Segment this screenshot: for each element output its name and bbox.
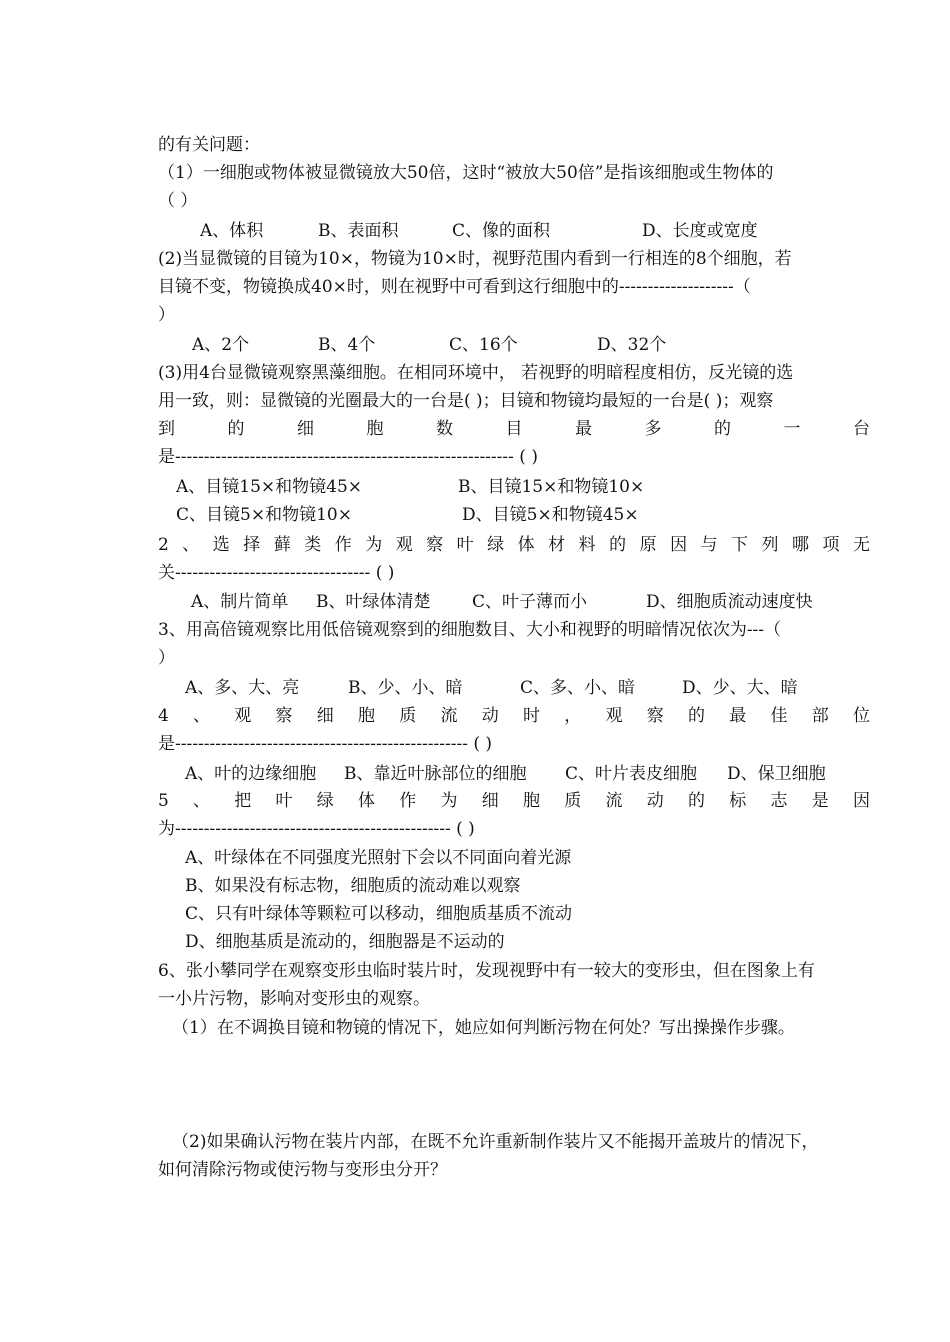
q1-sub1-option-d: D、长度或宽度	[642, 221, 758, 241]
intro-text: 的有关问题：	[158, 135, 260, 155]
q1-sub3-option-d: D、目镜5×和物镜45×	[462, 505, 639, 525]
q4-option-b: B、靠近叶脉部位的细胞	[344, 764, 527, 784]
q1-sub3-option-a: A、目镜15×和物镜45×	[176, 477, 363, 497]
q4-line2: 是--------------------------------------------------- ( )	[158, 734, 493, 754]
q4-option-d: D、保卫细胞	[727, 764, 826, 784]
q1-sub1-paren: （ ）	[158, 191, 198, 211]
q1-sub2-option-d: D、32个	[597, 335, 667, 355]
q1-sub3-line4: 是----------------------------------------------------------- ( )	[158, 447, 538, 467]
q1-sub3-line2: 用一致，则：显微镜的光圈最大的一台是( )；目镜和物镜均最短的一台是( )；观察	[158, 391, 774, 411]
q2-option-b: B、叶绿体清楚	[316, 592, 431, 612]
q1-sub1-option-b: B、表面积	[318, 221, 399, 241]
q6-sub1: （1）在不调换目镜和物镜的情况下，她应如何判断污物在何处？写出操操作步骤。	[172, 1018, 795, 1038]
q1-sub2-line2: 目镜不变，物镜换成40×时，则在视野中可看到这行细胞中的--------------------（	[158, 277, 751, 297]
q1-sub2-option-b: B、4个	[318, 335, 376, 355]
q6-line2: 一小片污物，影响对变形虫的观察。	[158, 989, 430, 1009]
q1-sub2-line3: ）	[158, 305, 175, 325]
q3-option-a: A、多、大、亮	[185, 678, 300, 698]
q1-sub1-option-a: A、体积	[200, 221, 264, 241]
q1-sub3-option-b: B、目镜15×和物镜10×	[458, 477, 645, 497]
q1-sub3-line1: (3)用4台显微镜观察黑藻细胞。在相同环境中， 若视野的明暗程度相仿，反光镜的选	[158, 363, 794, 383]
q2-option-d: D、细胞质流动速度快	[646, 592, 813, 612]
q2-line2: 关---------------------------------- ( )	[158, 563, 395, 583]
q5-option-b: B、如果没有标志物，细胞质的流动难以观察	[185, 876, 521, 896]
q6-line1: 6、张小攀同学在观察变形虫临时装片时，发现视野中有一较大的变形虫，但在图象上有	[158, 961, 815, 981]
q5-option-a: A、叶绿体在不同强度光照射下会以不同面向着光源	[185, 848, 572, 868]
q3-line1: 3、用高倍镜观察比用低倍镜观察到的细胞数目、大小和视野的明暗情况依次为---（	[158, 620, 782, 640]
q5-line1: 5、把叶绿体作为细胞质流动的标志是因	[158, 791, 870, 811]
q4-line1: 4、观察细胞质流动时，观察的最佳部位	[158, 706, 870, 726]
q1-sub1-option-c: C、像的面积	[452, 221, 551, 241]
q3-option-c: C、多、小、暗	[520, 678, 636, 698]
q4-option-c: C、叶片表皮细胞	[565, 764, 698, 784]
q6-sub2-line1: （2)如果确认污物在装片内部，在既不允许重新制作装片又不能揭开盖玻片的情况下，	[172, 1132, 819, 1152]
q1-sub1-line1: （1）一细胞或物体被显微镜放大50倍，这时“被放大50倍”是指该细胞或生物体的	[158, 163, 774, 183]
q3-line2: ）	[158, 648, 175, 668]
q3-option-b: B、少、小、暗	[348, 678, 463, 698]
q1-sub2-line1: (2)当显微镜的目镜为10×，物镜为10×时，视野范围内看到一行相连的8个细胞，若	[158, 249, 792, 269]
q1-sub2-option-c: C、16个	[449, 335, 518, 355]
q5-option-d: D、细胞基质是流动的，细胞器是不运动的	[185, 932, 505, 952]
q5-option-c: C、只有叶绿体等颗粒可以移动，细胞质基质不流动	[185, 904, 573, 924]
q1-sub2-option-a: A、2个	[192, 335, 250, 355]
q2-option-c: C、叶子薄而小	[472, 592, 588, 612]
q3-option-d: D、少、大、暗	[682, 678, 798, 698]
q6-sub2-line2: 如何清除污物或使污物与变形虫分开？	[158, 1160, 447, 1180]
q5-line2: 为------------------------------------------------ ( )	[158, 819, 475, 839]
q1-sub3-option-c: C、目镜5×和物镜10×	[176, 505, 352, 525]
q4-option-a: A、叶的边缘细胞	[185, 764, 317, 784]
q2-line1: 2、选择藓类作为观察叶绿体材料的原因与下列哪项无	[158, 535, 870, 555]
q2-option-a: A、制片简单	[191, 592, 289, 612]
q1-sub3-line3: 到的细胞数目最多的一台	[158, 419, 870, 439]
